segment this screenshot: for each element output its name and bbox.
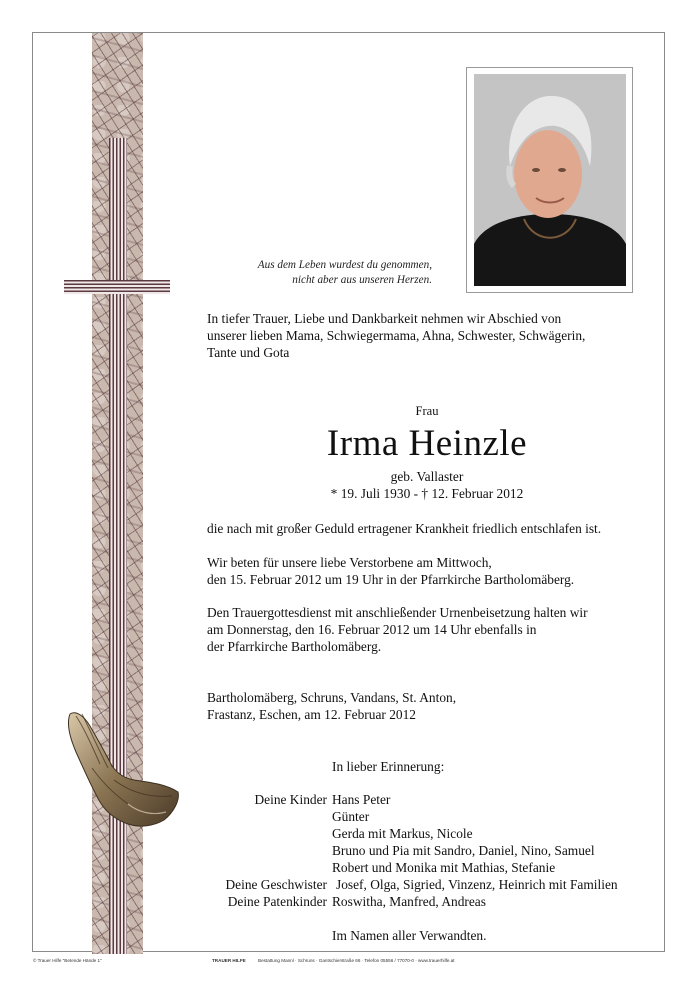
- memorial-quote: [258, 258, 432, 288]
- child-entry: Hans Peter: [332, 792, 391, 807]
- quote-line: nicht aber aus unseren Herzen.: [292, 274, 432, 286]
- godchildren-label: Deine Patenkinder: [227, 894, 327, 909]
- funeral-line: Den Trauergottesdienst mit anschließender Urnenbeisetzung halten wir: [207, 605, 588, 620]
- child-entry: Bruno und Pia mit Sandro, Daniel, Nino, Samuel: [332, 843, 595, 858]
- intro-line: unserer lieben Mama, Schwiegermama, Ahna, Schwester, Schwägerin,: [207, 328, 586, 343]
- place-date-line: Frastanz, Eschen, am 12. Februar 2012: [207, 707, 416, 722]
- siblings-list: Josef, Olga, Sigried, Vinzenz, Heinrich mit Familien: [336, 877, 618, 892]
- footer-brand: TRAUER HILFE: [212, 958, 246, 963]
- intro-line: In tiefer Trauer, Liebe und Dankbarkeit nehmen wir Abschied von: [207, 311, 562, 326]
- prayer-line: den 15. Februar 2012 um 19 Uhr in der Pfarrkirche Bartholomäberg.: [207, 572, 575, 587]
- passing-text: die nach mit großer Geduld ertragener Krankheit friedlich entschlafen ist.: [207, 521, 602, 536]
- salutation: Frau: [415, 404, 439, 418]
- cross-horizontal-beam: [64, 280, 170, 294]
- child-entry: Gerda mit Markus, Nicole: [332, 826, 473, 841]
- quote-line: Aus dem Leben wurdest du genommen,: [257, 259, 432, 271]
- godchildren-list: Roswitha, Manfred, Andreas: [332, 894, 486, 909]
- children-label: Deine Kinder: [254, 792, 327, 807]
- prayer-line: Wir beten für unsere liebe Verstorbene am Mittwoch,: [207, 555, 492, 570]
- portrait-photo: [474, 74, 626, 286]
- child-entry: Günter: [332, 809, 370, 824]
- funeral-line: am Donnerstag, den 16. Februar 2012 um 14 Uhr ebenfalls in: [207, 622, 537, 637]
- footer-address: Bestattung Mannl · Schruns · Gantschierstraße 66 · Telefon 05556 / 77070-0 · www.trauerhilfe.at: [258, 958, 455, 963]
- praying-hands-icon: [62, 708, 182, 833]
- closing-line: Im Namen aller Verwandten.: [332, 928, 487, 943]
- footer-copyright: © Trauer Hilfe "Betende Hände 1": [33, 958, 102, 963]
- child-entry: Robert und Monika mit Mathias, Stefanie: [332, 860, 556, 875]
- siblings-label: Deine Geschwister: [225, 877, 327, 892]
- life-dates: * 19. Juli 1930 - † 12. Februar 2012: [330, 486, 524, 501]
- intro-line: Tante und Gota: [207, 345, 290, 360]
- birth-name: geb. Vallaster: [390, 469, 464, 484]
- place-date-line: Bartholomäberg, Schruns, Vandans, St. Anton,: [207, 690, 457, 705]
- deceased-name: Irma Heinzle: [326, 423, 528, 464]
- memory-heading: In lieber Erinnerung:: [332, 759, 445, 774]
- funeral-line: der Pfarrkirche Bartholomäberg.: [207, 639, 382, 654]
